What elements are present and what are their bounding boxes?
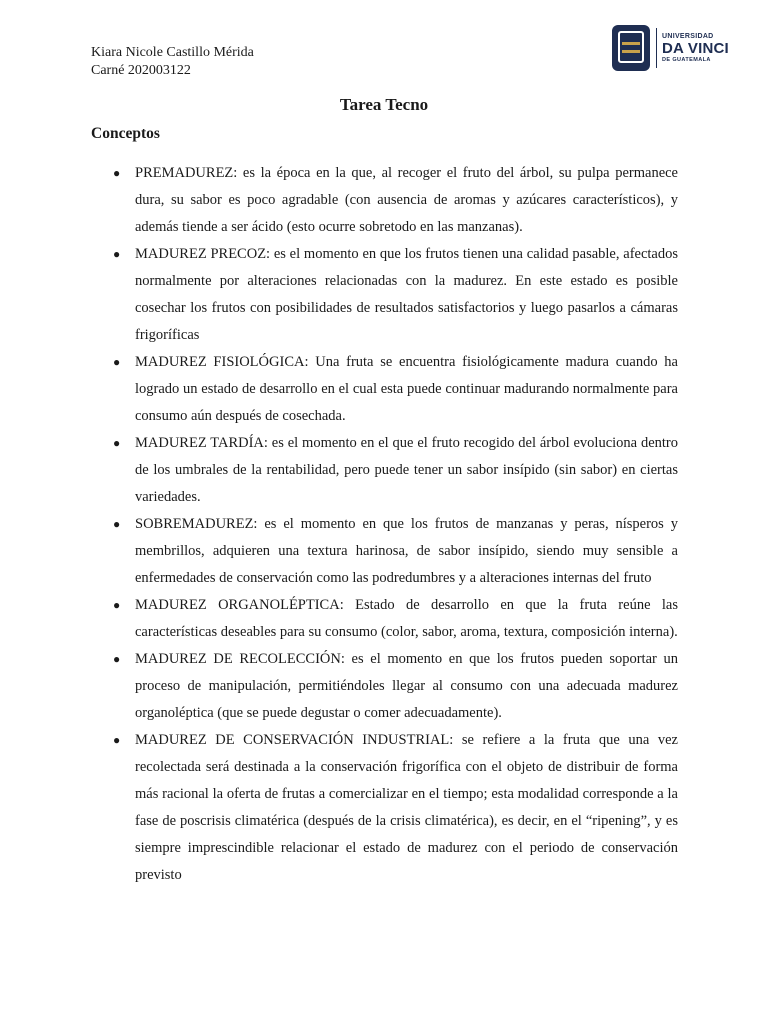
logo-wordmark bbox=[662, 33, 729, 64]
logo-line-2: DA VINCI bbox=[662, 39, 729, 57]
concept-text: SOBREMADUREZ: es el momento en que los frutos de manzanas y peras, nísperos y membrillos, adquieren una textura harinosa, de sabor insípido, siendo muy sensible a enfermedades de conservación como las podredumbres y a alteraciones internas del fruto bbox=[135, 516, 678, 586]
concept-text: MADUREZ DE RECOLECCIÓN: es el momento en que los frutos pueden soportar un proceso de manipulación, permitiéndoles llegar al consumo con una adecuada madurez organoléptica (que se puede degustar o comer adecuadamente). bbox=[135, 651, 678, 721]
concept-item bbox=[91, 241, 678, 349]
concept-text: PREMADUREZ: es la época en la que, al recoger el fruto del árbol, su pulpa permanece dura, su sabor es poco agradable (con ausencia de aromas y azúcares característicos), y además tiende a ser ácido (esto ocurre sobretodo en las manzanas). bbox=[135, 165, 678, 235]
bullet-icon: ● bbox=[113, 355, 121, 369]
university-seal-icon bbox=[612, 25, 650, 71]
concept-item bbox=[91, 727, 678, 889]
author-block bbox=[91, 44, 254, 80]
bullet-icon: ● bbox=[113, 247, 121, 261]
concept-item bbox=[91, 349, 678, 430]
concept-item bbox=[91, 511, 678, 592]
logo-divider bbox=[656, 28, 657, 68]
logo-line-3: DE GUATEMALA bbox=[662, 56, 711, 63]
concept-text: MADUREZ ORGANOLÉPTICA: Estado de desarrollo en que la fruta reúne las características deseables para su consumo (color, sabor, aroma, textura, composición interna). bbox=[135, 597, 678, 640]
concept-text: MADUREZ TARDÍA: es el momento en el que el fruto recogido del árbol evoluciona dentro de los umbrales de la rentabilidad, pero puede tener un sabor insípido (sin sabor) en ciertas variedades. bbox=[135, 435, 678, 505]
student-id: Carné 202003122 bbox=[91, 63, 191, 78]
concept-list bbox=[91, 160, 678, 889]
author-name: Kiara Nicole Castillo Mérida bbox=[91, 45, 254, 60]
bullet-icon: ● bbox=[113, 517, 121, 531]
concept-text: MADUREZ FISIOLÓGICA: Una fruta se encuentra fisiológicamente madura cuando ha logrado un estado de desarrollo en el cual esta puede continuar madurando normalmente para consumo aún después de cosechada. bbox=[135, 354, 678, 424]
bullet-icon: ● bbox=[113, 166, 121, 180]
bullet-icon: ● bbox=[113, 598, 121, 612]
logo-line-1: UNIVERSIDAD bbox=[662, 32, 714, 40]
concept-item bbox=[91, 160, 678, 241]
document-title: Tarea Tecno bbox=[339, 95, 429, 114]
concept-text: MADUREZ DE CONSERVACIÓN INDUSTRIAL: se refiere a la fruta que una vez recolectada será destinada a la conservación frigorífica con el objeto de distribuir de forma más racional la oferta de frutas a comercializar en el tiempo; esta modalidad corresponde a la fase de poscrisis climatérica (después de la crisis climatérica), es decir, en el “ripening”, y es siempre imprescindible relacionar el estado de madurez con el periodo de conservación previsto bbox=[135, 732, 678, 883]
bullet-icon: ● bbox=[113, 733, 121, 747]
university-logo bbox=[612, 24, 738, 72]
concept-item bbox=[91, 646, 678, 727]
concept-text: MADUREZ PRECOZ: es el momento en que los frutos tienen una calidad pasable, afectados normalmente por alteraciones relacionadas con la madurez. En este estado es posible cosechar los frutos con posibilidades de resultados satisfactorios y luego pasarlos a cámaras frigoríficas bbox=[135, 246, 678, 343]
bullet-icon: ● bbox=[113, 436, 121, 450]
concept-item bbox=[91, 592, 678, 646]
concept-item bbox=[91, 430, 678, 511]
section-heading: Conceptos bbox=[91, 125, 160, 142]
bullet-icon: ● bbox=[113, 652, 121, 666]
